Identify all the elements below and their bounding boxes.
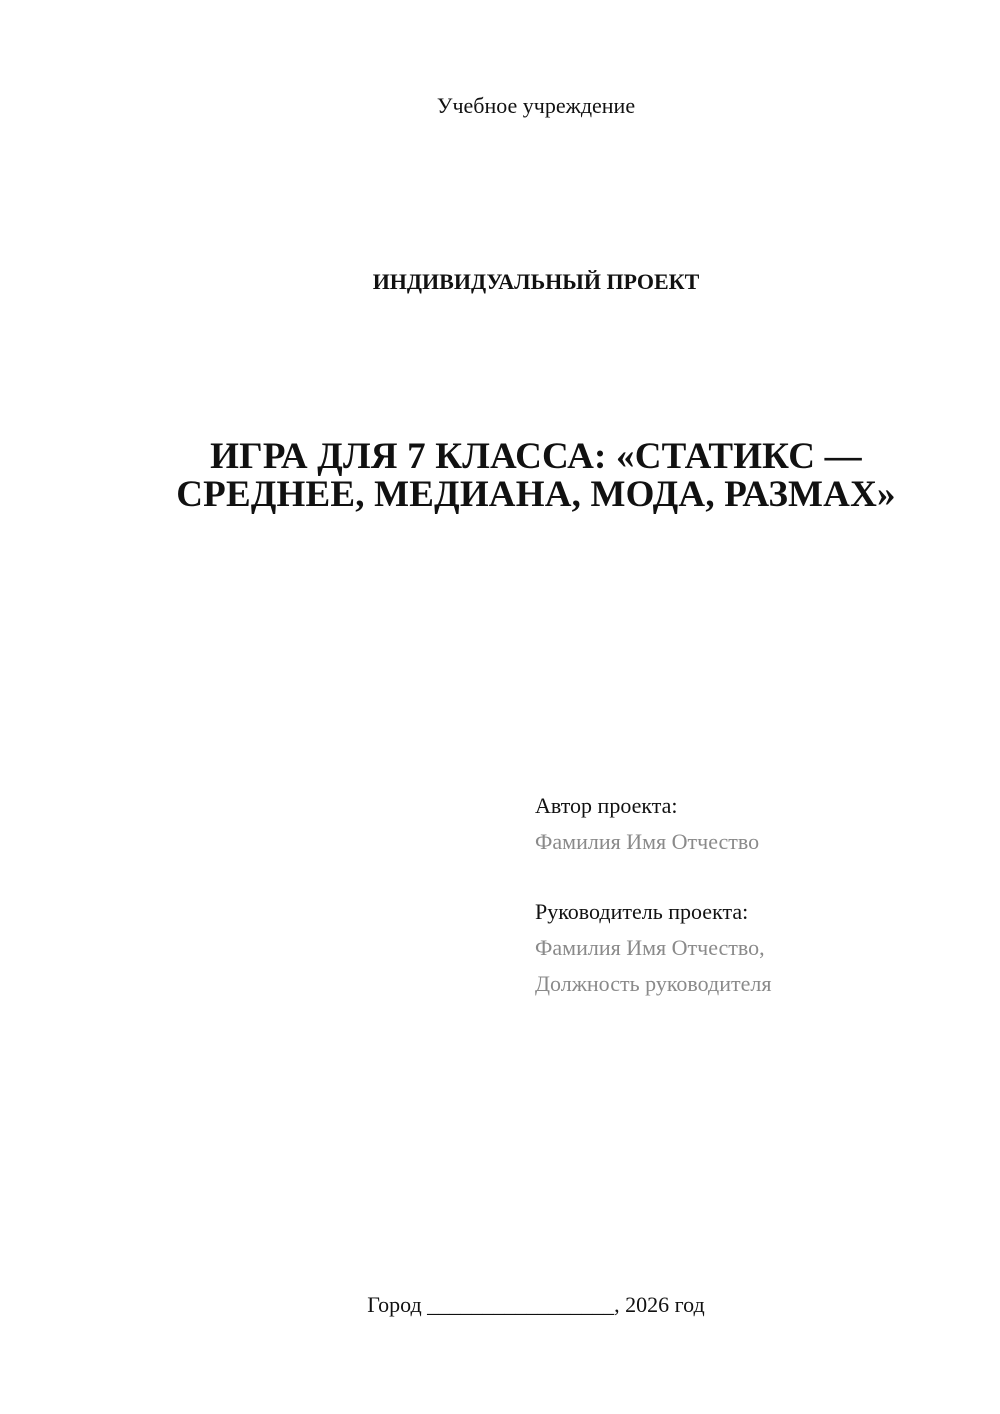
supervisor-position: Должность руководителя <box>535 971 772 996</box>
project-type-heading: ИНДИВИДУАЛЬНЫЙ ПРОЕКТ <box>372 269 700 294</box>
city-year-line: Город _________________, 2026 год <box>367 1292 705 1317</box>
supervisor-label: Руководитель проекта: <box>535 899 749 924</box>
credits-block <box>535 788 975 1002</box>
credits-spacer <box>535 860 975 894</box>
project-title-line-2: СРЕДНЕЕ, МЕДИАНА, МОДА, РАЗМАХ» <box>176 474 896 515</box>
project-title <box>100 438 972 514</box>
author-label: Автор проекта: <box>535 793 678 818</box>
author-name: Фамилия Имя Отчество <box>535 829 760 854</box>
project-title-line-1: ИГРА ДЛЯ 7 КЛАССА: «СТАТИКС — <box>210 436 862 477</box>
institution-name: Учебное учреждение <box>436 93 636 118</box>
supervisor-name: Фамилия Имя Отчество, <box>535 935 765 960</box>
